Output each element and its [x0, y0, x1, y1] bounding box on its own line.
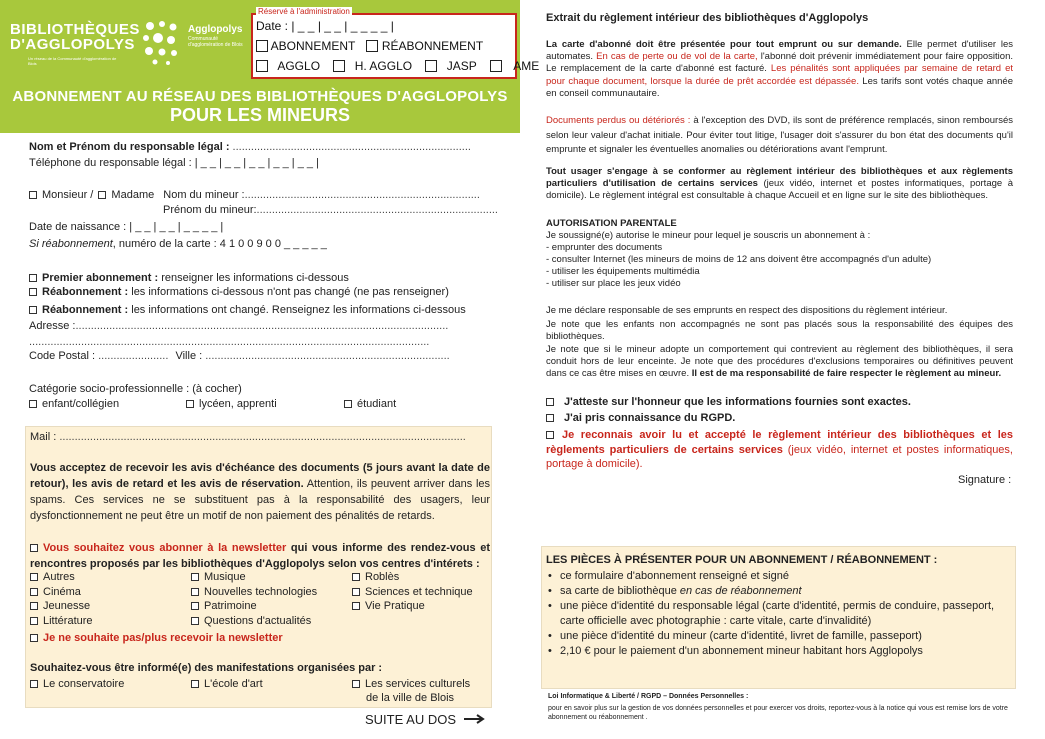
autorisation-item: - consulter Internet (les mineurs de moins de 12 ans doivent être accompagnés d'un adulte): [546, 254, 932, 265]
form-title: ABONNEMENT AU RÉSEAU DES BIBLIOTHÈQUES D'AGGLOPOLYS: [12, 88, 508, 105]
pieces-item: • 2,10 € pour le paiement d'un abonnement mineur habitant hors Agglopolys: [544, 644, 1014, 659]
telephone-field[interactable]: Téléphone du responsable légal : | _ _ | _ _ | _ _ | _ _ | _ _ |: [29, 157, 319, 169]
autorisation-item: - emprunter des documents: [546, 242, 663, 253]
newsletter-paragraph: Vous souhaitez vous abonner à la newsletter qui vous informe des rendez-vous et rencontres proposés par les bibliothèques d'Agglopolys selon vos centres d'intérets :: [30, 542, 490, 570]
abonnement-checkbox[interactable]: [256, 40, 268, 52]
carte-number-field[interactable]: Si réabonnement, numéro de la carte : 4 1 0 0 9 0 0 _ _ _ _ _: [29, 238, 327, 250]
ame-checkbox[interactable]: [490, 60, 502, 72]
form-subtitle: POUR LES MINEURS: [169, 105, 351, 125]
nom-mineur-field[interactable]: Nom du mineur :.............................................................................: [163, 189, 480, 201]
contact-preferences-box: Mail : ..................................................................................................................................... Vous acceptez de recevoir les avis d'échéance des documents (5 jours avant la date de retour), les avis de retard et les avis de réservation. Attention, ils peuvent arriver dans les spams. Ces services ne se substituent pas à la responsabilité des usagers, leur dysfonctionnement ne peut être un motif de non paiement des pénalités de retards. Vous souhaitez vous abonner à la newsletter qui vous informe des rendez-vous et rencontres proposés par les bibliothèques d'Agglopolys selon vos centres d'intérets : Autres Musique Roblès Cinéma Nouvelles technologies Sciences et technique Jeunesse Patrimoine Vie Pratique Littérature Questions d'actualités Je ne souhaite pas/plus recevoir la newsletter Souhaitez-vous être informé(e) des manifestations organisées par : Le conservatoire L'école d'art Les services culturels de la ville de Blois: [25, 426, 492, 708]
date-naissance-field[interactable]: Date de naissance : | _ _ | _ _ | _ _ _ _ |: [29, 221, 224, 233]
rgpd-option[interactable]: J'ai pris connaissance du RGPD.: [546, 412, 1013, 424]
autorisation-item: - utiliser les équipements multimédia: [546, 266, 700, 277]
reabonnement-unchanged-checkbox[interactable]: [29, 288, 37, 296]
pieces-title: LES PIÈCES À PRÉSENTER POUR UN ABONNEMENT / RÉABONNEMENT :: [546, 554, 938, 566]
extrait-title: Extrait du règlement intérieur des bibliothèques d'Agglopolys: [546, 12, 869, 24]
pieces-item: • une pièce d'identité du responsable légal (carte d'identité, permis de conduire, passeport, carte officielle avec photographie : carte vitale, carte d'invalidité): [544, 599, 1014, 629]
enfant-checkbox[interactable]: [29, 400, 37, 408]
pieces-item: • une pièce d'identité du mineur (carte d'identité, livret de famille, passeport): [544, 629, 1014, 644]
interest-cinema-checkbox[interactable]: [30, 588, 38, 596]
pieces-box: [541, 546, 1016, 689]
adresse-line-2[interactable]: ...................................................................................................................................: [29, 336, 430, 348]
avis-paragraph: Vous acceptez de recevoir les avis d'échéance des documents (5 jours avant la date de retour), les avis de retard et les avis de réservation. Attention, ils peuvent arriver dans les spams. Ces services ne se substituent pas à la responsabilité des usagers, leur dysfonctionnement ne peut être un motif de non paiement des pénalités de retards.: [30, 462, 490, 522]
signature-label: Signature :: [958, 474, 1012, 486]
manifestations-label: Souhaitez-vous être informé(e) des manifestations organisées par :: [30, 662, 383, 674]
jasp-label: JASP: [446, 59, 477, 73]
interest-sciences-checkbox[interactable]: [352, 588, 360, 596]
interest-musique-checkbox[interactable]: [191, 573, 199, 581]
ame-label: AME: [513, 59, 540, 73]
rgpd-checkbox[interactable]: [546, 414, 554, 422]
responsabilite-3: Je note que si le mineur adopte un comportement qui contrevient au règlement des bibliothèques, il sera conduit hors de leur enceinte. Je note que des procédures d'exclusions temporaires ou définitives peuvent dans ce cas être mises en œuvre. Il est de ma responsabilité de faire respecter le règlement au mineur.: [546, 344, 1013, 380]
h-agglo-checkbox[interactable]: [333, 60, 345, 72]
interest-robles-checkbox[interactable]: [352, 573, 360, 581]
interest-questions-actualites-checkbox[interactable]: [191, 617, 199, 625]
atteste-option[interactable]: J'atteste sur l'honneur que les informations fournies sont exactes.: [546, 396, 1013, 408]
loi-text: pour en savoir plus sur la gestion de vos données personnelles et pour exercer vos droits, reportez-vous à la notice qui vous est remise lors de votre abonnement ou réabonnement .: [548, 705, 1008, 721]
interest-patrimoine-checkbox[interactable]: [191, 602, 199, 610]
abonnement-label: ABONNEMENT: [270, 39, 356, 53]
reabonnement-unchanged-option[interactable]: Réabonnement : les informations ci-dessous n'ont pas changé (ne pas renseigner): [29, 286, 449, 298]
jasp-checkbox[interactable]: [425, 60, 437, 72]
atteste-checkbox[interactable]: [546, 398, 554, 406]
monsieur-checkbox[interactable]: [29, 191, 37, 199]
suite-au-dos: SUITE AU DOS: [365, 712, 486, 727]
madame-checkbox[interactable]: [98, 191, 106, 199]
reglement-paragraph-2: Documents perdus ou détériorés : à l'exception des DVD, ils sont de préférence remplacés, sinon remboursés selon leur valeur d'achat initiale. Pour éviter tout litige, l'usager doit s'assurer du bon état des documents qu'il emprunte et signaler les éventuelles anomalies ou détériorations avant l'emprunt.: [546, 115, 1013, 155]
interest-litterature-checkbox[interactable]: [30, 617, 38, 625]
responsabilite-2: Je note que les enfants non accompagnés ne sont pas placés sous la responsabilité des équipes des bibliothèques.: [546, 319, 1013, 343]
reabonnement-label: RÉABONNEMENT: [381, 39, 484, 53]
bibliotheques-logo: BIBLIOTHÈQUES D'AGGLOPOLYS: [10, 21, 140, 53]
code-postal-ville-row[interactable]: Code Postal : ....................... Ville : ................................................................................: [29, 350, 450, 362]
reconnais-checkbox[interactable]: [546, 431, 554, 439]
interest-vie-pratique-checkbox[interactable]: [352, 602, 360, 610]
h-agglo-label: H. AGGLO: [354, 59, 413, 73]
pieces-list: [544, 569, 1014, 659]
etudiant-checkbox[interactable]: [344, 400, 352, 408]
interest-autres-checkbox[interactable]: [30, 573, 38, 581]
autorisation-intro: Je soussigné(e) autorise le mineur pour lequel je souscris un abonnement à :: [546, 230, 871, 241]
ecole-art-checkbox[interactable]: [191, 680, 199, 688]
agglopolys-logo-name: Agglopolys: [188, 24, 243, 35]
admin-box: [251, 13, 540, 79]
categorie-options: enfant/collégien: [29, 398, 119, 410]
mail-field[interactable]: Mail : .....................................................................................................................................: [30, 431, 466, 443]
autorisation-item: - utiliser sur place les jeux vidéo: [546, 278, 681, 289]
conservatoire-checkbox[interactable]: [30, 680, 38, 688]
premier-abonnement-checkbox[interactable]: [29, 274, 37, 282]
reglement-paragraph-3: Tout usager s'engage à se conformer au règlement intérieur des bibliothèques et aux règlements particuliers d'utilisation de certains services (jeux vidéo, internet et postes informatiques, portage à domicile). Le règlement intégral est consultable à chaque Accueil et en ligne sur le site des bibliothèques.: [546, 166, 1014, 202]
no-newsletter-checkbox[interactable]: [30, 634, 38, 642]
loi-title: Loi Informatique & Liberté / RGPD – Données Personnelles :: [548, 693, 749, 700]
premier-abonnement-option[interactable]: Premier abonnement : renseigner les informations ci-dessous: [29, 272, 349, 284]
agglo-label: AGGLO: [277, 59, 321, 73]
reconnais-option[interactable]: Je reconnais avoir lu et accepté le règlement intérieur des bibliothèques et les règlements particuliers de certains services (jeux vidéo, internet et postes informatiques, portage à domicile).: [546, 429, 1013, 470]
civility-row: Monsieur / Madame Nom du mineur :.............................................................................: [29, 189, 480, 201]
newsletter-checkbox[interactable]: [30, 544, 38, 552]
reabonnement-changed-checkbox[interactable]: [29, 306, 37, 314]
adresse-field[interactable]: Adresse :..........................................................................................................................: [29, 320, 449, 332]
responsable-name-field[interactable]: Nom et Prénom du responsable légal : ..............................................................................: [29, 141, 471, 153]
admin-tag: Réservé à l'administration: [258, 7, 350, 16]
agglo-checkbox[interactable]: [256, 60, 268, 72]
interest-nouvelles-technologies-checkbox[interactable]: [191, 588, 199, 596]
admin-date-field[interactable]: Date : | _ _ | _ _ | _ _ _ _ |: [256, 19, 394, 33]
arrow-right-icon: [464, 714, 486, 724]
pieces-item: • ce formulaire d'abonnement renseigné et signé: [544, 569, 1014, 584]
lyceen-checkbox[interactable]: [186, 400, 194, 408]
bibliotheques-logo-subtitle: Un réseau de la Communauté d'agglomération de Blois: [28, 56, 117, 66]
services-culturels-checkbox[interactable]: [352, 680, 360, 688]
responsabilite-1: Je me déclare responsable de ses emprunts en respect des dispositions du règlement intérieur.: [546, 305, 948, 316]
agglopolys-logo-subtitle: Communauté d'agglomération de Blois: [188, 36, 243, 48]
pieces-item: • sa carte de bibliothèque en cas de réabonnement: [544, 584, 1014, 599]
reabonnement-changed-option[interactable]: Réabonnement : les informations ont changé. Renseignez les informations ci-dessous: [29, 304, 466, 316]
reglement-paragraph-1: La carte d'abonné doit être présentée pour tout emprunt ou sur demande. Elle permet d'utiliser les automates. En cas de perte ou de vol de la carte, l'abonné doit prévenir immédiatement pour faire opposition. Le remplacement de la carte d'abonné est facturé. Les pénalités sont appliquées par semaine de retard et pour chaque document, lorsque la durée de prêt accordée est dépassée. Les tarifs sont votés chaque année en conseil communautaire.: [546, 39, 1014, 99]
agglopolys-logo-icon: [140, 18, 184, 66]
prenom-mineur-field[interactable]: Prénom du mineur:...............................................................................: [163, 204, 498, 216]
reabonnement-checkbox[interactable]: [366, 40, 378, 52]
categorie-label: Catégorie socio-professionnelle : (à cocher): [29, 383, 242, 395]
autorisation-title: AUTORISATION PARENTALE: [546, 218, 677, 229]
interest-jeunesse-checkbox[interactable]: [30, 602, 38, 610]
